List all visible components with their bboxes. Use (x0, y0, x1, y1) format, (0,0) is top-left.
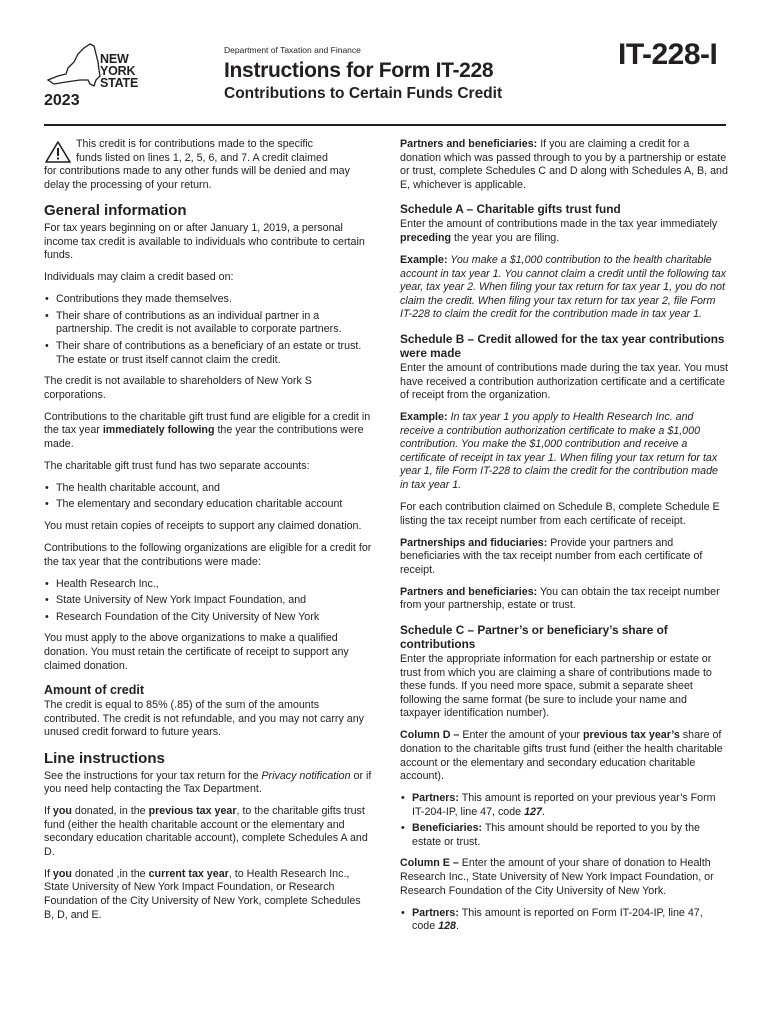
list-item: • Partners: This amount is reported on Form IT-204-IP, line 47, code 128. (400, 907, 728, 934)
accounts-list (44, 482, 372, 512)
general-paragraph: You must apply to the above organizations to make a qualified donation. You must retain the certificate of receipt to support any claimed donation. (44, 632, 349, 672)
list-item: • Contributions they made themselves. (44, 293, 372, 307)
organizations-list (44, 578, 372, 625)
general-paragraph: The charitable gift trust fund has two separate accounts: (44, 459, 310, 472)
column-d-list (400, 792, 728, 849)
line-instructions-heading: Line instructions (44, 749, 165, 767)
column-e-paragraph: Column E – Enter the amount of your share of donation to Health Research Inc., State University of New York Impact Foundation, or Research Foundation of the City University of New York. (400, 857, 714, 897)
list-item: • The health charitable account, and (44, 482, 372, 496)
amount-paragraph: The credit is equal to 85% (.85) of the sum of the amounts contributed. The credit is not refundable, and you may not carry any unused credit forward to future years. (44, 699, 365, 739)
schedule-c-paragraph: Enter the appropriate information for each partnership or estate or trust from which you are claiming a share of contributions made to these funds. If you need more space, submit a separate sheet following the same format (be sure to include your name and taxpayer identification number). (400, 652, 712, 720)
left-column (44, 138, 372, 931)
list-item: • Research Foundation of the City University of New York (44, 611, 372, 625)
department-name: Department of Taxation and Finance (224, 45, 361, 55)
line-paragraph: If you donated, in the previous tax year, to the charitable gifts trust fund (either the health charitable account or the elementary and secondary education charitable account), complete Schedules A and D. (44, 805, 368, 858)
tax-year: 2023 (44, 92, 80, 109)
general-paragraph: You must retain copies of receipts to support any claimed donation. (44, 520, 362, 533)
schedule-a-example: Example: You make a $1,000 contribution to the health charitable account in tax year 1. You cannot claim a credit until the following tax year, tax year 2. When filing your tax return for tax year 1, you do not claim the credit. When filing your tax return for tax year 2, file Form IT-228 to claim the credit for the contribution made in tax year 1. (400, 253, 726, 321)
warning-icon (45, 141, 71, 163)
general-paragraph: For tax years beginning on or after January 1, 2019, a personal income tax credit is available to individuals who contribute to certain funds. (44, 221, 365, 262)
list-item: • Health Research Inc., (44, 578, 372, 592)
page-title: Instructions for Form IT-228 (224, 59, 494, 82)
line-paragraph: If you donated ,in the current tax year, to Health Research Inc., State University of New York Impact Foundation, or Research Foundation of the City University of New York, complete Schedules B, D, and E. (44, 867, 361, 921)
list-item: • The elementary and secondary education charitable account (44, 498, 372, 512)
schedule-b-paragraph: Enter the amount of contributions made during the tax year. You must have received a contribution authorization certificate and a certificate of receipt from the organization. (400, 361, 728, 402)
partners-beneficiaries-paragraph: Partners and beneficiaries: You can obtain the tax receipt number from your partnership, estate or trust. (400, 585, 720, 612)
list-item: • Their share of contributions as an individual partner in a partnership. The credit is not available to corporate partners. (44, 310, 372, 337)
schedule-b-paragraph: For each contribution claimed on Schedule B, complete Schedule E listing the tax receipt number from each certificate of receipt. (400, 501, 720, 527)
column-e-list (400, 907, 728, 934)
list-item: • Partners: This amount is reported on your previous year’s Form IT-204-IP, line 47, code 127. (400, 792, 728, 819)
list-item: • Their share of contributions as a beneficiary of an estate or trust. The estate or trust itself cannot claim the credit. (44, 340, 372, 367)
schedule-c-heading: Schedule C – Partner’s or beneficiary’s share of contributions (400, 622, 668, 651)
list-item: • State University of New York Impact Foundation, and (44, 594, 372, 608)
nys-logo (44, 40, 154, 112)
schedule-a-paragraph: Enter the amount of contributions made in the tax year immediately preceding the year you are filing. (400, 218, 718, 244)
new-york-state-map-icon (44, 40, 104, 92)
general-paragraph: The credit is not available to shareholders of New York S corporations. (44, 375, 312, 401)
header-divider (44, 124, 726, 126)
list-item: • Beneficiaries: This amount should be reported to you by the estate or trust. (400, 822, 728, 849)
schedule-a-heading: Schedule A – Charitable gifts trust fund (400, 202, 621, 217)
schedule-b-heading: Schedule B – Credit allowed for the tax year contributions were made (400, 331, 725, 360)
partners-beneficiaries-paragraph: Partners and beneficiaries: If you are claiming a credit for a donation which was passed through to you by a partnership or estate or trust, complete Schedules C and D along with Schedules A, B, and E, whichever is applicable. (400, 138, 728, 191)
partnerships-fiduciaries-paragraph: Partnerships and fiduciaries: Provide your partners and beneficiaries with the tax receipt number from each certificate of receipt. (400, 536, 703, 576)
general-paragraph: Contributions to the charitable gift trust fund are eligible for a credit in the tax year immediately following the year the contributions were made. (44, 410, 371, 450)
claim-basis-list (44, 293, 372, 367)
column-d-paragraph: Column D – Enter the amount of your previous tax year’s share of donation to the charitable gifts trust fund (either the health charitable account or the elementary and secondary education charitable account). (400, 729, 723, 783)
general-information-heading: General information (44, 202, 187, 220)
right-column (400, 138, 728, 942)
form-number: IT-228-I (618, 38, 718, 71)
amount-of-credit-heading: Amount of credit (44, 683, 144, 698)
line-paragraph: See the instructions for your tax return for the Privacy notification or if you need help contacting the Tax Department. (44, 769, 372, 796)
logo-wordmark: NEW YORK STATE (100, 52, 139, 90)
warning-notice: This credit is for contributions made to the specific funds listed on lines 1, 2, 5, 6, and 7. A credit claimed for contributions made to any other funds will be denied and may delay the processing of your return. (44, 138, 350, 191)
general-paragraph: Contributions to the following organizations are eligible for a credit for the tax year that the contributions were made: (44, 542, 372, 568)
general-paragraph: Individuals may claim a credit based on: (44, 271, 234, 284)
page-subtitle: Contributions to Certain Funds Credit (224, 85, 503, 102)
schedule-b-example: Example: In tax year 1 you apply to Health Research Inc. and receive a contribution authorization certificate to make a $1,000 contribution. You make the $1,000 contribution and receive a certificate of receipt in tax year 1. When filing your tax return for tax year 1, file Form IT-228 to claim the credit for the contribution made in tax year 1. (400, 411, 718, 492)
